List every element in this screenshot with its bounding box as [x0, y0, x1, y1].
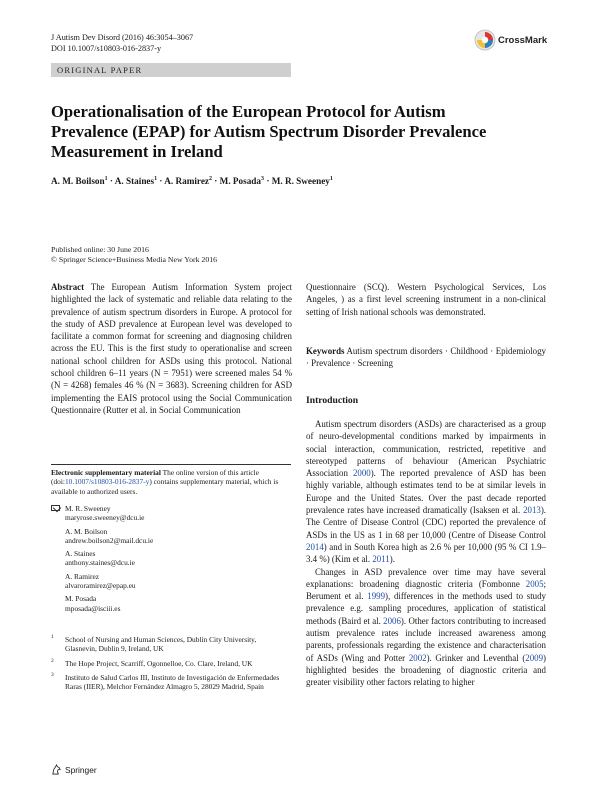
contact-entry — [51, 549, 291, 568]
author-sep: · — [159, 176, 163, 187]
author-sep: · — [266, 176, 270, 187]
keywords-label: Keywords — [306, 346, 345, 356]
copyright-line: © Springer Science+Business Media New York 2016 — [51, 255, 218, 264]
contact-email[interactable]: alvaroramirez@epap.eu — [65, 581, 136, 591]
text-run: The online version of this article (doi: — [51, 468, 259, 487]
paragraph — [306, 418, 546, 566]
keywords-text: Autism spectrum disorders · Childhood · Epidemiology · Prevalence · Screening — [306, 346, 546, 369]
keywords — [306, 345, 546, 370]
affiliation-entry — [51, 635, 281, 654]
paragraph — [306, 566, 546, 689]
text-run: ). Grinker and Leventhal ( — [426, 652, 526, 663]
affiliation-text: The Hope Project, Scarriff, Ogonnelloe, Co. Clare, Ireland, UK — [65, 658, 253, 668]
crossmark-badge[interactable] — [474, 27, 564, 53]
crossmark-label: CrossMark — [498, 34, 548, 46]
contact-email[interactable]: mposada@isciii.es — [65, 603, 121, 613]
abstract-continued: Questionnaire (SCQ). Western Psychological Services, Los Angeles, ) as a first level screening instrument in a non-clinical setting of Irish national schools was demonstrated. — [306, 282, 546, 317]
springer-horse-icon — [51, 764, 62, 775]
contact-name: A. Staines — [65, 549, 96, 559]
text-run: ) and in South Korea high as 2.6 % per 10,000 (95 % CI 1.9–3.4 %) (Kim et al. — [306, 541, 546, 565]
affiliation-entry — [51, 659, 281, 668]
author-sep: · — [109, 176, 113, 187]
contact-email[interactable]: anthony.staines@dcu.ie — [65, 558, 135, 568]
text-run: ). — [389, 554, 395, 565]
author-contacts — [51, 504, 291, 617]
affiliations — [51, 635, 281, 696]
citation-link[interactable]: 2000 — [352, 468, 371, 479]
publisher-name: Springer — [65, 764, 97, 775]
citation-link[interactable]: 2005 — [525, 578, 544, 589]
esm-label: Electronic supplementary material — [51, 468, 161, 477]
citation-link[interactable]: 2013 — [523, 505, 541, 516]
affiliation-text: Instituto de Salud Carlos III, Instituto de Investigación de Enfermedades Raras (IIER), Melchor Fernández Almagro 5, 28029 Madrid, Spain — [65, 672, 280, 692]
abstract — [51, 281, 292, 416]
author-sup: 1 — [329, 176, 333, 182]
author-sup: 3 — [261, 176, 265, 182]
author-sup: 1 — [154, 176, 158, 182]
section-heading-introduction: Introduction — [306, 395, 359, 406]
author-sup: 1 — [104, 176, 108, 182]
author-name: M. Posada — [219, 176, 262, 187]
contact-entry — [51, 504, 291, 523]
contact-entry — [51, 594, 291, 613]
text-run: Changes in ASD prevalence over time may have several explanations: broadening diagnostic criteria (Fombonne — [306, 566, 546, 589]
affiliation-entry — [51, 673, 281, 692]
publisher-footer — [51, 764, 97, 775]
contact-email[interactable]: andrew.boilson2@mail.dcu.ie — [65, 535, 154, 545]
contact-name: M. R. Sweeney — [65, 504, 111, 513]
contact-name: M. Posada — [65, 594, 97, 604]
text-run: ). The Centre of Disease Control (CDC) reported the prevalence of ASDs in the US as 1 in 68 per 10,000 (Centre of Disease Control — [306, 505, 546, 540]
text-run: ) contains supplementary material, which is available to authorized users. — [51, 477, 279, 496]
author-name: A. M. Boilson — [51, 176, 105, 187]
journal-doi: DOI 10.1007/s10803-016-2837-y — [51, 43, 162, 53]
abstract-text: The European Autism Information System project highlighted the lack of systematic and reliable data relating to the prevalence of autism spectrum disorders in Europe. A protocol for the study of ASD prevalence at European level was developed to facilitate a common format for screening and diagnosing children across the EU. This is the first study to operationalise and screen national school children for ASDs using this protocol. National school children 6–11 years (N = 7951) were screened males 54 % (N = 4268) females 46 % (N = 3683). Screening children for ASD implementing the EAIS protocol using the Social Communication Questionnaire (Rutter et al. in Social Communication — [51, 282, 292, 415]
text-run: ), differences in the methods used to study prevalence e.g. sampling procedures, application of statistical methods (Baird et al. — [306, 591, 546, 626]
publication-info — [51, 245, 217, 265]
contact-entry — [51, 572, 291, 591]
article-type-bar: ORIGINAL PAPER — [51, 63, 291, 77]
author-sup: 2 — [209, 176, 212, 182]
contact-name: A. M. Boilson — [65, 526, 108, 536]
author-name: M. R. Sweeney — [271, 176, 330, 187]
introduction-body — [306, 418, 546, 689]
citation-link[interactable]: 1999 — [367, 591, 386, 602]
citation-link[interactable]: 2011 — [372, 554, 390, 565]
mail-icon — [51, 505, 60, 511]
affiliation-sup: 1 — [51, 634, 54, 640]
citation-link[interactable]: 2009 — [525, 652, 544, 663]
citation-link[interactable]: 2002 — [408, 652, 427, 663]
esm-doi-link[interactable]: 10.1007/s10803-016-2837-y — [64, 477, 150, 487]
text-run: ) highlighted besides the broadening of diagnostic criteria and greater visibility other factors relating to higher — [306, 652, 546, 688]
author-list — [51, 176, 551, 186]
affiliation-sup: 3 — [51, 671, 54, 678]
text-run: Autism spectrum disorders (ASDs) are characterised as a group of neuro-developmental conditions marked by impairments in social interaction, communication, restricted, repetitive and stereotyped patterns of behaviour (American Psychiatric Association — [306, 419, 546, 479]
text-run: ). Other factors contributing to increased autism prevalence rates include increased awareness among parents, professionals regarding the existence and characterisation of ASDs (Wing and Potter — [306, 615, 546, 663]
article-title: Operationalisation of the European Protocol for Autism Prevalence (EPAP) for Autism Spectrum Disorder Prevalence Measurement in Ireland — [51, 102, 487, 161]
citation-link[interactable]: 2014 — [306, 541, 324, 552]
contact-entry — [51, 527, 291, 546]
journal-citation: J Autism Dev Disord (2016) 46:3054–3067 — [51, 33, 194, 42]
crossmark-icon — [474, 29, 496, 51]
journal-header — [51, 33, 193, 54]
author-name: A. Ramirez — [164, 176, 209, 187]
abstract-label: Abstract — [51, 282, 85, 292]
citation-link[interactable]: 2006 — [383, 615, 401, 626]
contact-email[interactable]: maryrose.sweeney@dcu.ie — [65, 513, 145, 523]
author-sep: · — [214, 176, 218, 187]
published-date: Published online: 30 June 2016 — [51, 245, 149, 254]
affiliation-sup: 2 — [51, 657, 54, 664]
affiliation-text: School of Nursing and Human Sciences, Dublin City University, Glasnevin, Dublin 9, Ireland, UK — [65, 635, 257, 654]
author-name: A. Staines — [114, 176, 155, 187]
footnote-divider — [51, 464, 291, 465]
text-run: ). The reported prevalence of ASD has been highly variable, although estimates tend to be at similar levels in Europe and the United States. Over the past decade reported prevalence rates have increased dramatically (Isaksen et al. — [306, 468, 546, 516]
supplementary-note — [51, 468, 291, 496]
contact-name: A. Ramirez — [65, 571, 100, 581]
text-run: ; Berument et al. — [306, 578, 546, 602]
